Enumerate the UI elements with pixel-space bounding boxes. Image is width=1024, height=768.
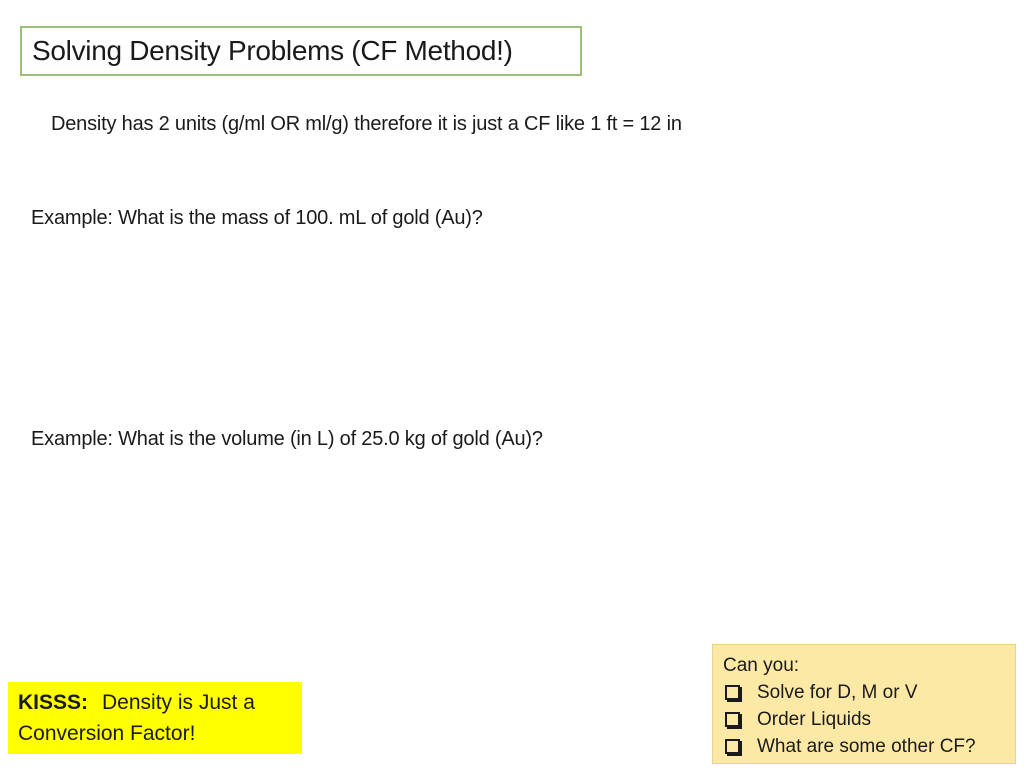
kisss-text-line1: Density is Just a xyxy=(102,691,255,714)
checkbox-icon xyxy=(725,685,740,700)
checklist-item xyxy=(723,733,1005,760)
kisss-label: KISSS: xyxy=(18,691,89,714)
checklist-item-label: Order Liquids xyxy=(757,709,872,730)
can-you-checklist xyxy=(712,644,1016,764)
slide-title: Solving Density Problems (CF Method!) xyxy=(32,35,513,66)
density-intro-text: Density has 2 units (g/ml OR ml/g) therefore it is just a CF like 1 ft = 12 in xyxy=(51,113,682,135)
kisss-text-line2: Conversion Factor! xyxy=(18,722,196,745)
checkbox-icon xyxy=(725,739,740,754)
checklist-item xyxy=(723,706,1005,733)
checklist-item xyxy=(723,679,1005,706)
checklist-item-label: What are some other CF? xyxy=(757,736,976,757)
checklist-heading: Can you: xyxy=(723,655,800,676)
example-volume-question: Example: What is the volume (in L) of 25.0 kg of gold (Au)? xyxy=(31,428,543,450)
example-mass-question: Example: What is the mass of 100. mL of gold (Au)? xyxy=(31,207,483,229)
checklist-item-label: Solve for D, M or V xyxy=(757,682,918,703)
checkbox-icon xyxy=(725,712,740,727)
slide-title-box xyxy=(20,26,582,76)
kisss-callout xyxy=(8,682,302,754)
